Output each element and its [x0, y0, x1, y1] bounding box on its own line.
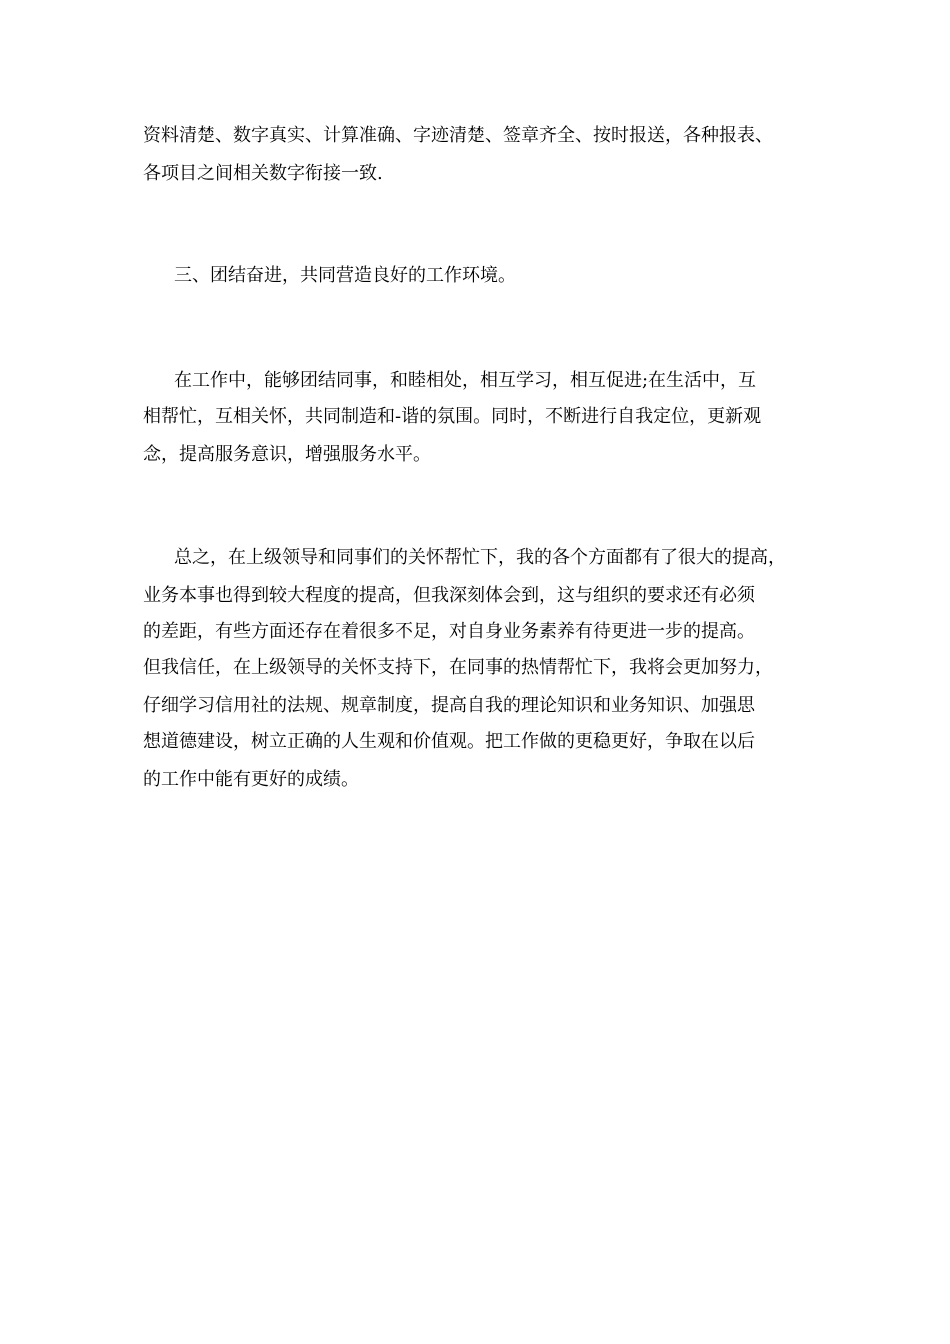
paragraph-3-line-1: 总之，在上级领导和同事们的关怀帮忙下，我的各个方面都有了很大的提高， — [174, 547, 786, 568]
paragraph-3-line-5: 仔细学习信用社的法规、规章制度，提高自我的理论知识和业务知识、加强思 — [143, 695, 755, 716]
section-heading-3: 三、团结奋进，共同营造良好的工作环境。 — [174, 265, 516, 286]
paragraph-3-line-3: 的差距，有些方面还存在着很多不足，对自身业务素养有待更进一步的提高。 — [143, 621, 755, 642]
paragraph-3-line-7: 的工作中能有更好的成绩。 — [143, 769, 359, 790]
paragraph-3-line-2: 业务本事也得到较大程度的提高，但我深刻体会到，这与组织的要求还有必须 — [143, 585, 755, 606]
paragraph-2-line-2: 相帮忙，互相关怀，共同制造和-谐的氛围。同时，不断进行自我定位，更新观 — [143, 406, 762, 427]
paragraph-1-line-2: 各项目之间相关数字衔接一致. — [143, 163, 383, 184]
paragraph-3-line-4: 但我信任，在上级领导的关怀支持下，在同事的热情帮忙下，我将会更加努力， — [143, 657, 773, 678]
paragraph-2-line-3: 念，提高服务意识，增强服务水平。 — [143, 444, 431, 465]
paragraph-3-line-6: 想道德建设，树立正确的人生观和价值观。把工作做的更稳更好，争取在以后 — [143, 731, 755, 752]
paragraph-1-line-1: 资料清楚、数字真实、计算准确、字迹清楚、签章齐全、按时报送，各种报表、 — [143, 125, 773, 146]
paragraph-2-line-1: 在工作中，能够团结同事，和睦相处，相互学习，相互促进;在生活中，互 — [174, 370, 757, 391]
